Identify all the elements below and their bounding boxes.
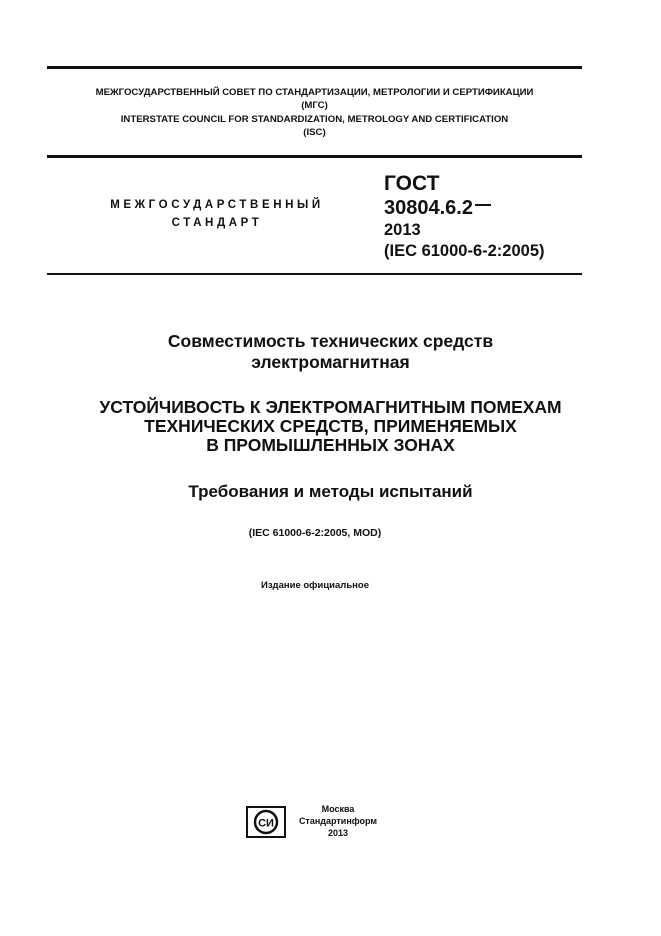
standard-type-line2: СТАНДАРТ <box>171 217 263 229</box>
standard-designation <box>384 172 545 262</box>
title-caps-line1: УСТОЙЧИВОСТЬ К ЭЛЕКТРОМАГНИТНЫМ ПОМЕХАМ <box>99 397 562 417</box>
publisher-city: Москва <box>321 804 355 814</box>
si-logo-icon <box>246 806 286 838</box>
title-subtitle: Требования и методы испытаний <box>188 482 473 501</box>
gost-year: 2013 <box>384 221 421 239</box>
title-line1: Совместимость технических средств <box>167 331 494 351</box>
top-rule <box>47 66 582 69</box>
si-logo-graphic <box>246 806 286 838</box>
title-main <box>0 331 661 373</box>
gost-number: 30804.6.2 <box>384 197 473 219</box>
council-header <box>47 86 582 140</box>
council-name-ru: МЕЖГОСУДАРСТВЕННЫЙ СОВЕТ ПО СТАНДАРТИЗАЦИИ, МЕТРОЛОГИИ И СЕРТИФИКАЦИИ <box>95 87 534 98</box>
publisher-block <box>294 803 382 839</box>
modification-note: (IEC 61000-6-2:2005, MOD) <box>248 527 382 539</box>
title-caps <box>0 398 661 455</box>
gost-label: ГОСТ <box>384 172 440 195</box>
edition-note: Издание официальное <box>261 580 369 591</box>
standard-type-line1: МЕЖГОСУДАРСТВЕННЫЙ <box>110 199 324 211</box>
publisher-name: Стандартинформ <box>298 816 378 826</box>
council-abbr-ru: (МГС) <box>301 100 328 112</box>
publisher-year: 2013 <box>327 828 349 838</box>
number-dash <box>475 204 491 206</box>
standard-type <box>72 196 362 232</box>
council-name-en: INTERSTATE COUNCIL FOR STANDARDIZATION, METROLOGY AND CERTIFICATION <box>120 113 509 125</box>
gost-number-line <box>384 196 545 220</box>
title-caps-line3: В ПРОМЫШЛЕННЫХ ЗОНАХ <box>206 435 455 455</box>
si-logo-text: СИ <box>258 817 274 830</box>
header-rule <box>47 155 582 158</box>
council-abbr-en: (ISC) <box>303 127 326 139</box>
designation-rule <box>47 273 582 275</box>
gost-iec-reference: (IEC 61000-6-2:2005) <box>384 242 545 260</box>
title-line2: электромагнитная <box>251 352 410 372</box>
title-caps-line2: ТЕХНИЧЕСКИХ СРЕДСТВ, ПРИМЕНЯЕМЫХ <box>144 416 517 436</box>
